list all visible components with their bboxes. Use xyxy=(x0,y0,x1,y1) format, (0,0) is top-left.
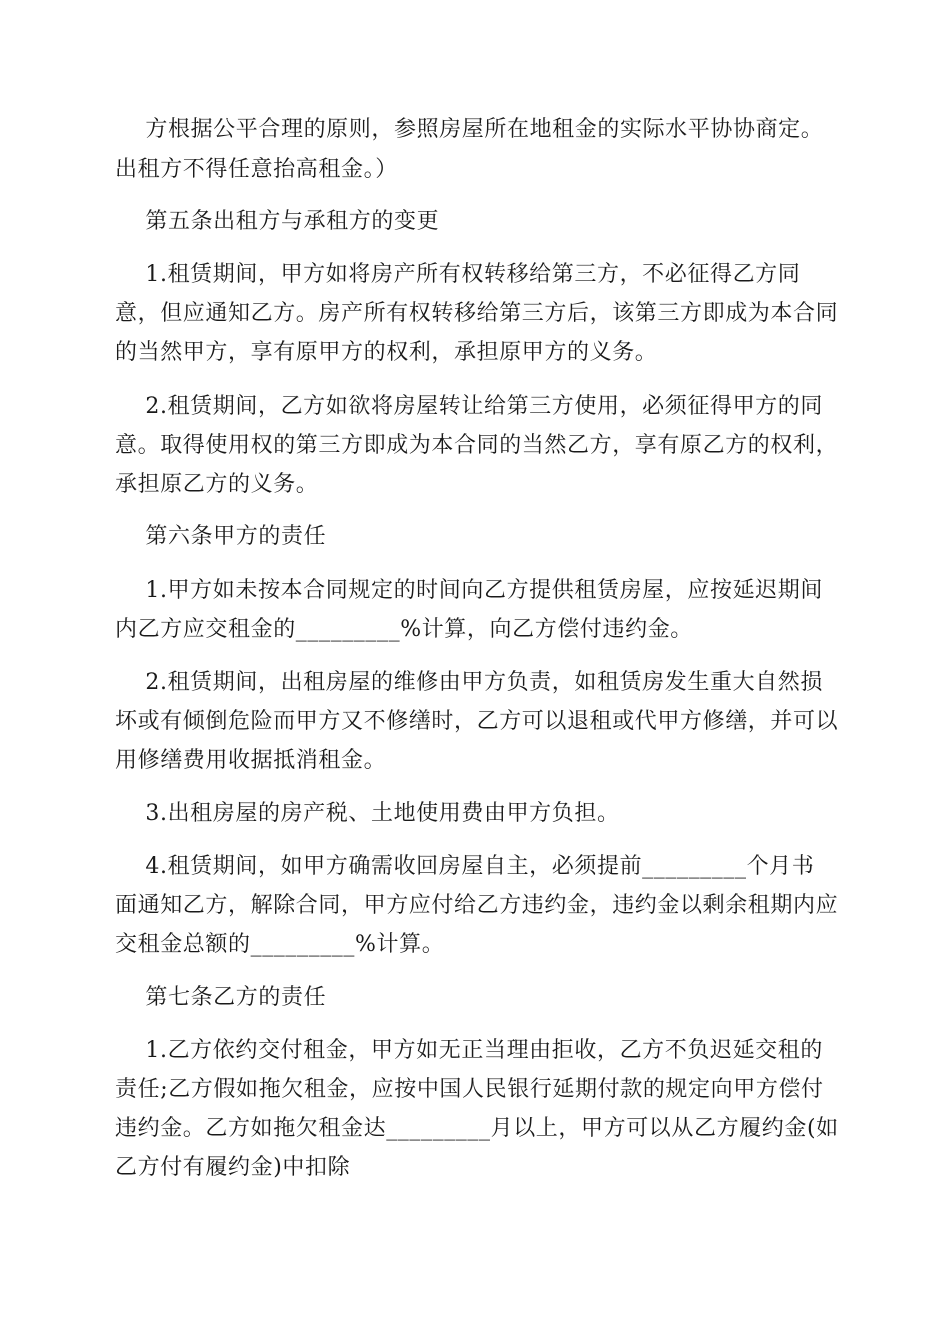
text-line: 交租金总额的_________%计算。 xyxy=(115,932,445,957)
text-line: 坏或有倾倒危险而甲方又不修缮时，乙方可以退租或代甲方修缮，并可以 xyxy=(115,709,839,734)
section-heading: 第六条甲方的责任 xyxy=(115,524,327,549)
text-line: 违约金。乙方如拖欠租金达_________月以上，甲方可以从乙方履约金(如 xyxy=(115,1116,839,1141)
text-line: 1.甲方如未按本合同规定的时间向乙方提供租赁房屋，应按延迟期间 xyxy=(115,578,823,603)
text-line: 1.租赁期间，甲方如将房产所有权转移给第三方，不必征得乙方同 xyxy=(115,262,801,287)
text-line: 出租方不得任意抬高租金。） xyxy=(115,157,398,182)
text-line: 3.出租房屋的房产税、土地使用费由甲方负担。 xyxy=(115,801,620,826)
text-line: 1.乙方依约交付租金，甲方如无正当理由拒收，乙方不负迟延交租的 xyxy=(115,1038,823,1063)
text-line: 的当然甲方，享有原甲方的权利，承担原甲方的义务。 xyxy=(115,340,658,365)
text-line: 责任;乙方假如拖欠租金，应按中国人民银行延期付款的规定向甲方偿付 xyxy=(115,1077,824,1102)
section-heading: 第五条出租方与承租方的变更 xyxy=(115,209,440,234)
text-line: 承担原乙方的义务。 xyxy=(115,472,319,497)
text-line: 4.租赁期间，如甲方确需收回房屋自主，必须提前_________个月书 xyxy=(115,854,815,879)
text-line: 内乙方应交租金的_________%计算，向乙方偿付违约金。 xyxy=(115,617,693,642)
text-line: 面通知乙方，解除合同，甲方应付给乙方违约金，违约金以剩余租期内应 xyxy=(115,893,839,918)
text-line: 方根据公平合理的原则，参照房屋所在地租金的实际水平协协商定。 xyxy=(115,117,824,142)
text-line: 意，但应通知乙方。房产所有权转移给第三方后，该第三方即成为本合同 xyxy=(115,301,839,326)
text-line: 意。取得使用权的第三方即成为本合同的当然乙方，享有原乙方的权利， xyxy=(115,433,839,458)
section-heading: 第七条乙方的责任 xyxy=(115,985,327,1010)
text-line: 乙方付有履约金)中扣除 xyxy=(115,1155,351,1180)
text-line: 用修缮费用收据抵消租金。 xyxy=(115,748,387,773)
text-line: 2.租赁期间，乙方如欲将房屋转让给第三方使用，必须征得甲方的同 xyxy=(115,394,823,419)
text-line: 2.租赁期间，出租房屋的维修由甲方负责，如租赁房发生重大自然损 xyxy=(115,670,823,695)
